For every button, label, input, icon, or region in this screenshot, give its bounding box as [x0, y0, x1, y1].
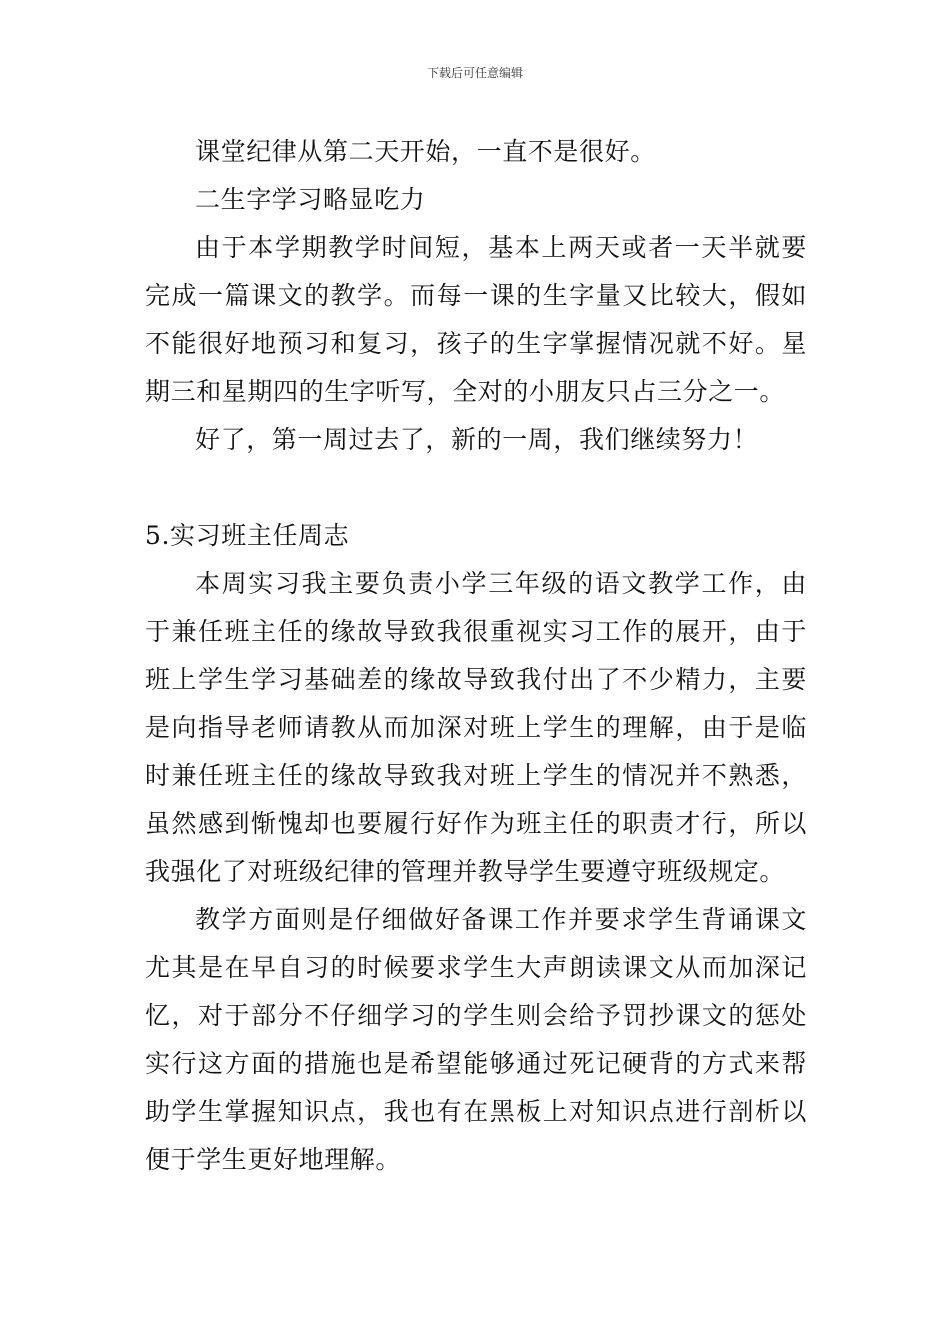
- paragraph-character-learning: 由于本学期教学时间短，基本上两天或者一天半就要完成一篇课文的教学。而每一课的生字量又比较大，假如不能很好地预习和复习，孩子的生字掌握情况就不好。星期三和星期四的生字听写，全对的小朋友只占三分之一。: [145, 233, 807, 406]
- paragraph-classroom-discipline: 课堂纪律从第二天开始，一直不是很好。: [195, 137, 656, 166]
- section-spacer: [145, 464, 807, 512]
- document-body: [145, 128, 807, 1184]
- subheading-character-learning: 二生字学习略显吃力: [195, 185, 426, 214]
- page-header: 下载后可任意编辑: [426, 66, 523, 80]
- paragraph-head-teacher-work: 本周实习我主要负责小学三年级的语文教学工作，由于兼任班主任的缘故导致我很重视实习工作的展开，由于班上学生学习基础差的缘故导致我付出了不少精力，主要是向指导老师请教从而加深对班上学生的理解，由于是临时兼任班主任的缘故导致我对班上学生的情况并不熟悉，虽然感到惭愧却也要履行好作为班主任的职责才行，所以我强化了对班级纪律的管理并教导学生要遵守班级规定。: [145, 569, 807, 886]
- section-title: 5.实习班主任周志: [145, 521, 350, 550]
- paragraph-week-closing: 好了，第一周过去了，新的一周，我们继续努力！: [195, 425, 759, 454]
- paragraph-teaching-methods: 教学方面则是仔细做好备课工作并要求学生背诵课文尤其是在早自习的时候要求学生大声朗读课文从而加深记忆，对于部分不仔细学习的学生则会给予罚抄课文的惩处实行这方面的措施也是希望能够通过死记硬背的方式来帮助学生掌握知识点，我也有在黑板上对知识点进行剖析以便于学生更好地理解。: [145, 905, 807, 1174]
